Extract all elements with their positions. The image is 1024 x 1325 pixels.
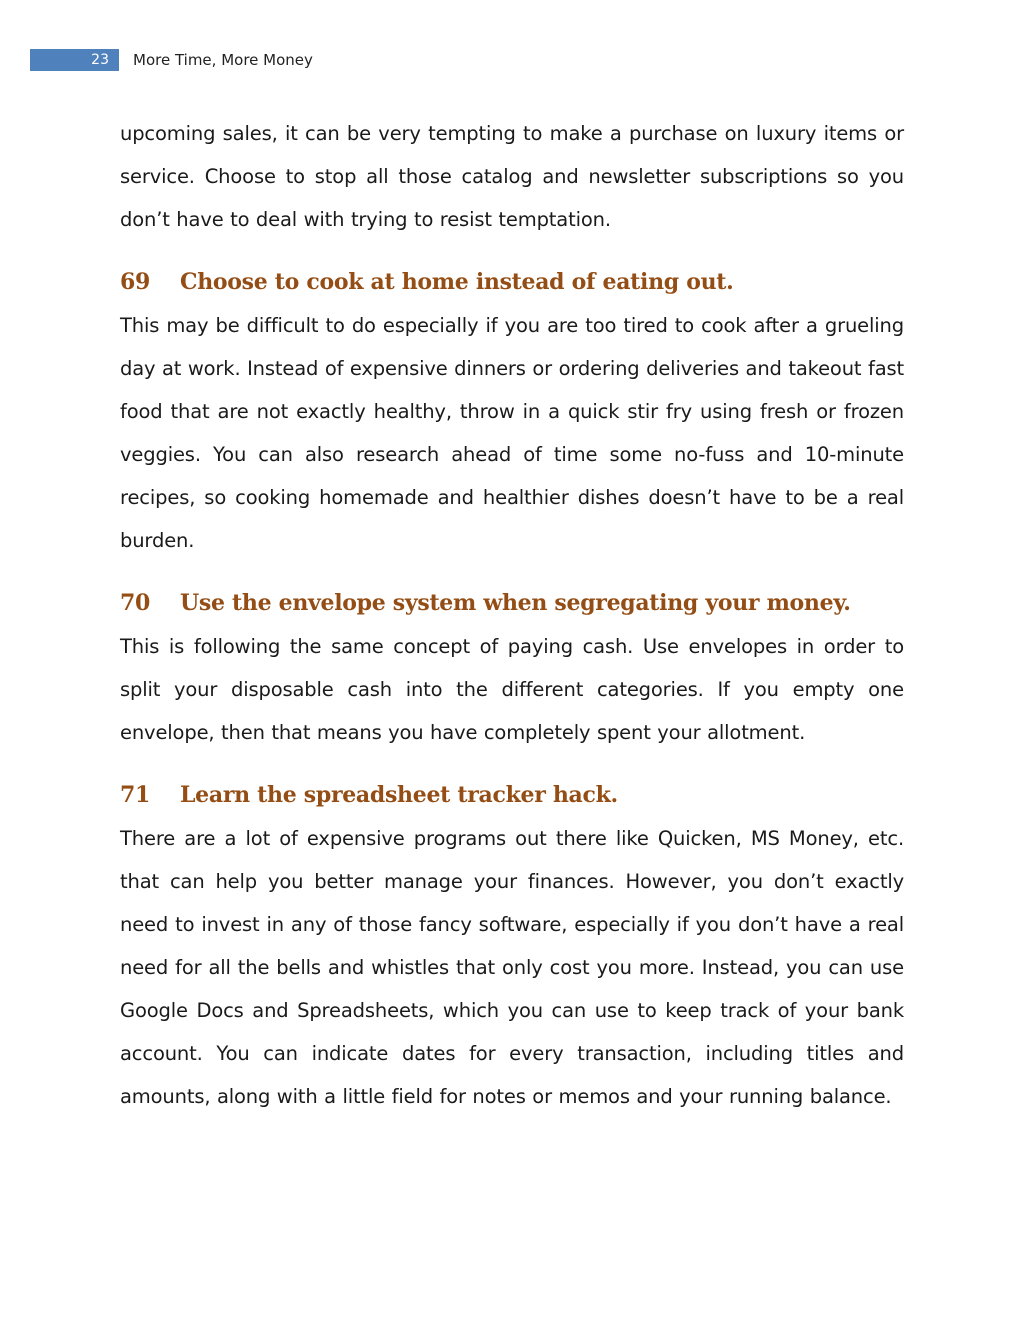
running-title: More Time, More Money [133,51,313,69]
section-heading [120,774,904,817]
section-body: This may be difficult to do especially if you are too tired to cook after a grueling day at work. Instead of expensive dinners or ordering deliveries and takeout fast food that are not exactly healthy, throw in a quick stir fry using fresh or frozen veggies. You can also research ahead of time some no-fuss and 10-minute recipes, so cooking homemade and healthier dishes doesn’t have to be a real burden. [120,314,904,552]
page-content [120,112,904,1118]
section-title: Learn the spreadsheet tracker hack. [180,782,618,808]
section-title: Choose to cook at home instead of eating out. [180,269,734,295]
section-body: This is following the same concept of paying cash. Use envelopes in order to split your disposable cash into the different categories. If you empty one envelope, then that means you have completely spent your allotment. [120,635,904,744]
section-number: 69 [120,269,151,295]
section-number: 70 [120,590,151,616]
section-title: Use the envelope system when segregating your money. [180,590,851,616]
section-heading [120,582,904,625]
section-heading [120,261,904,304]
section-69 [120,261,904,562]
page-number: 23 [30,49,119,71]
page-header [0,46,1024,72]
section-body: There are a lot of expensive programs out there like Quicken, MS Money, etc. that can help you better manage your finances. However, you don’t exactly need to invest in any of those fancy software, especially if you don’t have a real need for all the bells and whistles that only cost you more. Instead, you can use Google Docs and Spreadsheets, which you can use to keep track of your bank account. You can indicate dates for every transaction, including titles and amounts, along with a little field for notes or memos and your running balance. [120,827,904,1108]
section-70 [120,582,904,754]
section-71 [120,774,904,1118]
section-number: 71 [120,782,151,808]
intro-paragraph: upcoming sales, it can be very tempting to make a purchase on luxury items or service. Choose to stop all those catalog and newsletter subscriptions so you don’t have to deal with trying to resist temptation. [120,122,904,231]
